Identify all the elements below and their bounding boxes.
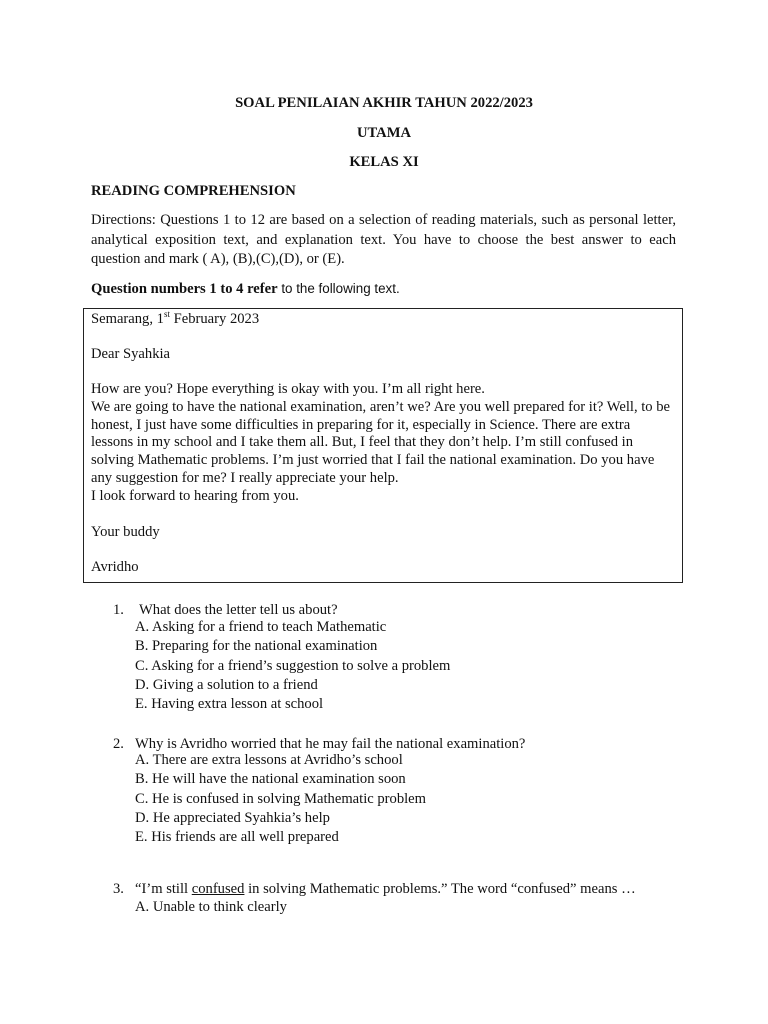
letter-signature: Avridho (91, 559, 139, 575)
exam-title: SOAL PENILAIAN AKHIR TAHUN 2022/2023 (235, 95, 533, 111)
option-d[interactable]: D. He appreciated Syahkia’s help (135, 809, 330, 826)
question-text: Why is Avridho worried that he may fail the national examination? (135, 736, 526, 752)
letter-paragraph-2: We are going to have the national examination, aren’t we? Are you well prepared for it? Well, to be honest, I just have some difficulties in preparing for it, especially in Science. There are extra lessons in my school and I take them all. But, I feel that they don’t help. I’m still confused in solving Mathematic problems. I’m just worried that I fail the national examination. Do you have any suggestion for me? I really appreciate your help. (91, 398, 671, 486)
option-a[interactable]: A. There are extra lessons at Avridho’s school (135, 752, 403, 768)
option-a[interactable]: A. Asking for a friend to teach Mathematic (135, 619, 387, 635)
directions-paragraph: Directions: Questions 1 to 12 are based on a selection of reading materials, such as personal letter, analytical exposition text, and explanation text. You have to choose the best answer to each question and mark ( A), (B),(C),(D), or (E). (91, 212, 676, 267)
question-text-pre: “I’m still (135, 881, 192, 897)
option-e[interactable]: E. Having extra lesson at school (135, 696, 324, 713)
question-3 (113, 880, 636, 898)
option-b[interactable]: B. Preparing for the national examination (135, 638, 378, 655)
letter-date-prefix: Semarang, 1 (91, 311, 164, 327)
letter-body (91, 381, 675, 506)
question-text: What does the letter tell us about? (139, 602, 338, 618)
letter-date-suffix: February 2023 (169, 311, 260, 327)
question-1-options (135, 618, 450, 714)
refer-rest-text: to the following text. (277, 281, 400, 296)
question-number: 3. (113, 881, 124, 897)
question-number: 1. (113, 602, 124, 618)
letter-paragraph-1: How are you? Hope everything is okay with you. I’m all right here. (91, 381, 485, 397)
question-text-post: in solving Mathematic problems.” The word “confused” means … (244, 881, 636, 897)
question-1 (113, 601, 338, 619)
question-2-options (135, 751, 426, 847)
question-underlined-word: confused (191, 881, 245, 897)
class-label: KELAS XI (349, 154, 419, 170)
section-heading: READING COMPREHENSION (91, 183, 296, 199)
letter-box (83, 308, 683, 583)
option-d[interactable]: D. Giving a solution to a friend (135, 676, 318, 693)
option-e[interactable]: E. His friends are all well prepared (135, 829, 339, 846)
exam-subtitle: UTAMA (356, 125, 412, 141)
option-c[interactable]: C. He is confused in solving Mathematic problem (135, 790, 427, 807)
option-b[interactable]: B. He will have the national examination soon (135, 771, 406, 788)
letter-date (91, 310, 259, 328)
question-number: 2. (113, 736, 124, 752)
option-c[interactable]: C. Asking for a friend’s suggestion to solve a problem (135, 657, 451, 674)
letter-closing: Your buddy (91, 524, 160, 540)
option-a[interactable]: A. Unable to think clearly (135, 899, 287, 915)
letter-paragraph-3: I look forward to hearing from you. (91, 487, 299, 504)
refer-instruction (91, 280, 400, 298)
letter-greeting: Dear Syahkia (91, 346, 171, 362)
refer-bold-text: Question numbers 1 to 4 refer (91, 281, 278, 297)
letter-date-sup: st (163, 309, 170, 320)
question-3-options (135, 898, 287, 917)
